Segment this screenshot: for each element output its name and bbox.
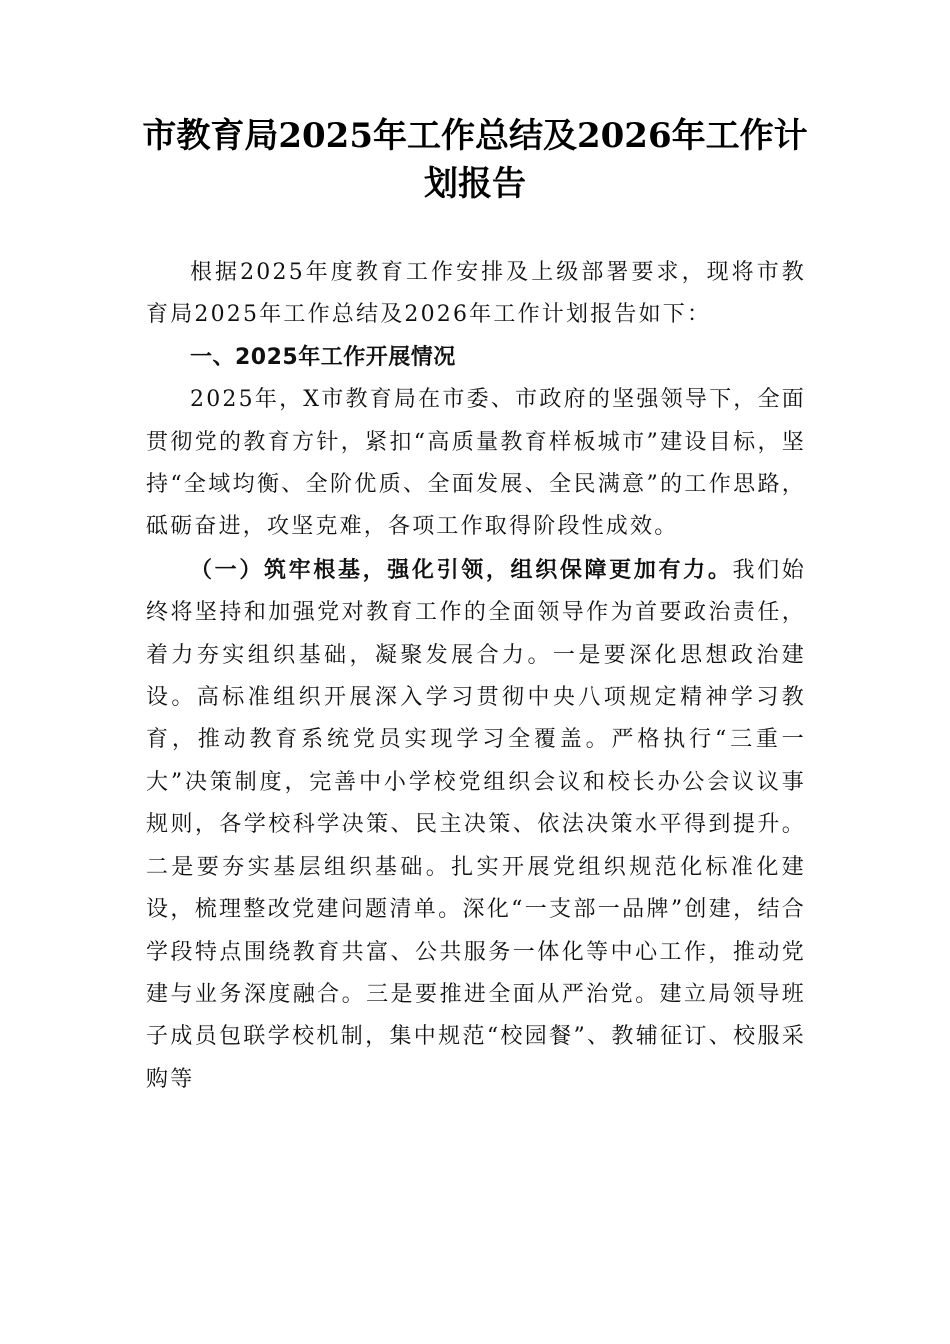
subsection-heading: （一）筑牢根基，强化引领，组织保障更加有力。 [190,556,733,583]
subsection-paragraph [146,549,806,1101]
intro-paragraph: 根据2025年度教育工作安排及上级部署要求，现将市教育局2025年工作总结及2026年工作计划报告如下： [146,260,806,328]
section-heading: 一、2025年工作开展情况 [190,344,456,370]
subsection-body: 我们始终将坚持和加强党对教育工作的全面领导作为首要政治责任，着力夯实组织基础，凝聚发展合力。一是要深化思想政治建设。高标准组织开展深入学习贯彻中央八项规定精神学习教育，推动教育系统党员实现学习全覆盖。严格执行“三重一大”决策制度，完善中小学校党组织会议和校长办公会议议事规则，各学校科学决策、民主决策、依法决策水平得到提升。二是要夯实基层组织基础。扎实开展党组织规范化标准化建设，梳理整改党建问题清单。深化“一支部一品牌”创建，结合学段特点围绕教育共富、公共服务一体化等中心工作，推动党建与业务深度融合。三是要推进全面从严治党。建立局领导班子成员包联学校机制，集中规范“校园餐”、教辅征订、校服采购等 [146,557,807,1092]
document-title: 市教育局2025年工作总结及2026年工作计划报告 [142,116,808,204]
overview-paragraph: 2025年，X市教育局在市委、市政府的坚强领导下，全面贯彻党的教育方针，紧扣“高质量教育样板城市”建设目标，坚持“全域均衡、全阶优质、全面发展、全民满意”的工作思路，砥砺奋进，攻坚克难，各项工作取得阶段性成效。 [146,387,806,540]
document-body [146,252,806,1101]
